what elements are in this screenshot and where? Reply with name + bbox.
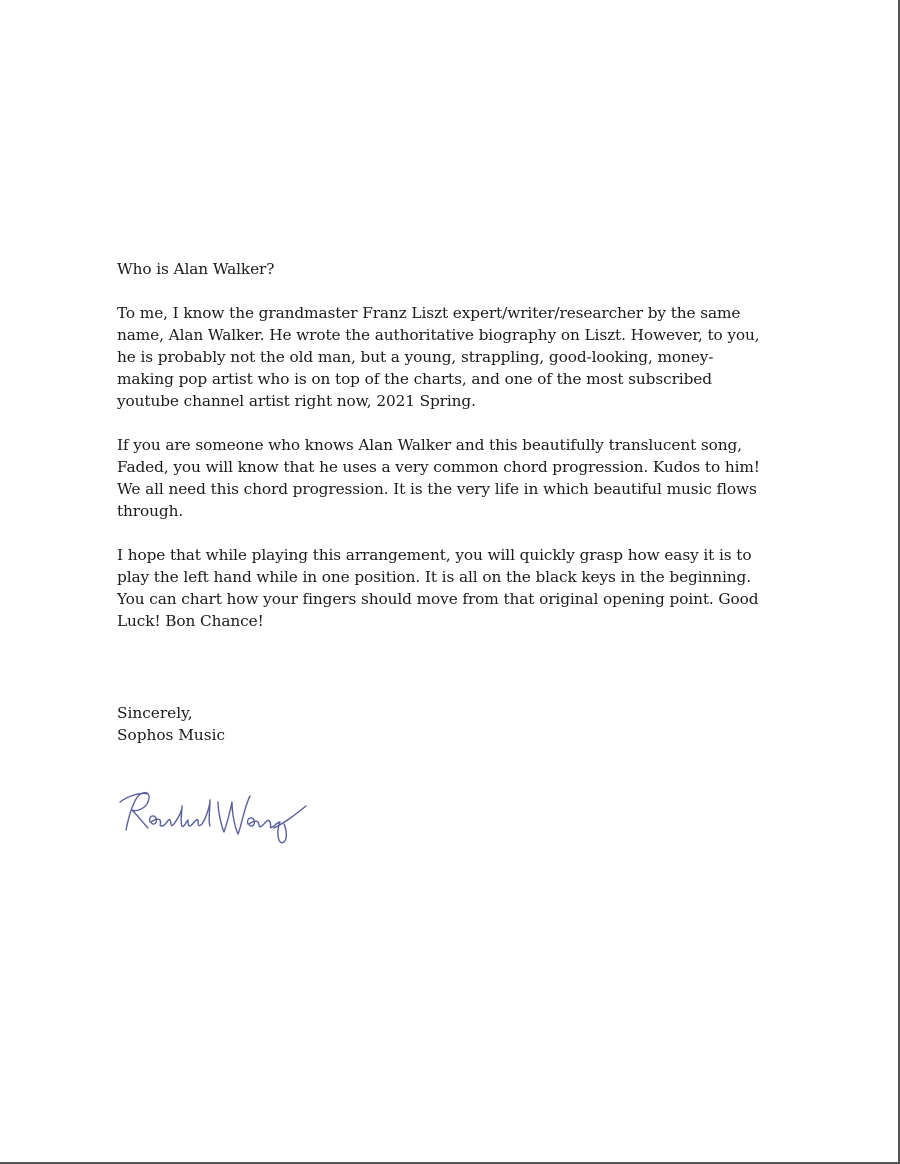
handwritten-signature (118, 782, 318, 852)
letter-body (117, 258, 767, 654)
letter-heading: Who is Alan Walker? (117, 260, 275, 278)
paragraph-2: If you are someone who knows Alan Walker and this beautifully translucent song, Faded, you will know that he uses a very common chord progression. Kudos to him! We all need this chord progression. It is the very life in which beautiful music flows through. (117, 436, 760, 520)
paragraph-1: To me, I know the grandmaster Franz Liszt expert/writer/researcher by the same name, Alan Walker. He wrote the authoritative biography on Liszt. However, to you, he is probably not the old man, but a young, strappling, good-looking, money-making pop artist who is on top of the charts, and one of the most subscribed youtube channel artist right now, 2021 Spring. (117, 304, 760, 410)
closing-salutation: Sincerely, (117, 704, 193, 722)
paragraph-3: I hope that while playing this arrangement, you will quickly grasp how easy it is to play the left hand while in one position. It is all on the black keys in the beginning. You can chart how your fingers should move from that original opening point. Good Luck! Bon Chance! (117, 546, 759, 630)
letter-closing (117, 702, 225, 746)
sender-name: Sophos Music (117, 726, 226, 744)
